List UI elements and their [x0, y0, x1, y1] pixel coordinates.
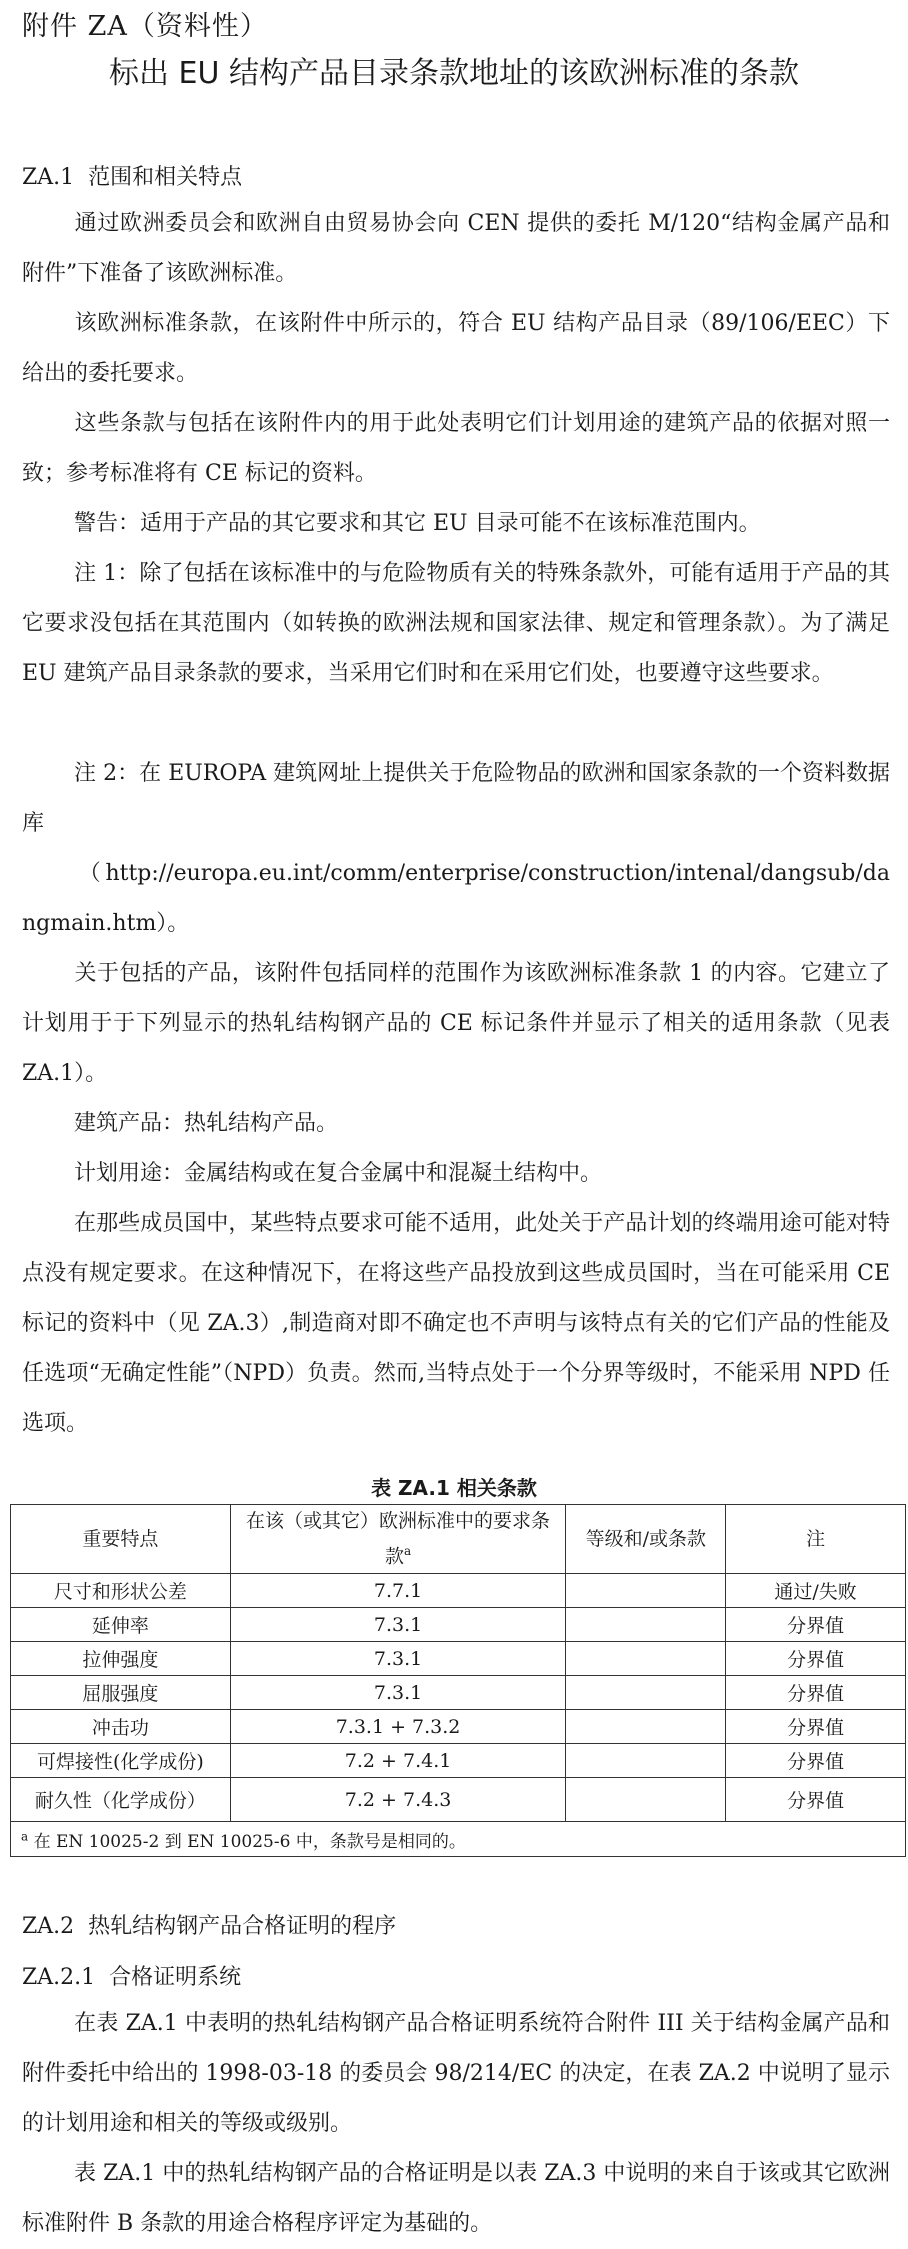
note-1: 注 1：除了包括在该标准中的与危险物质有关的特殊条款外，可能有适用于产品的其它要求没包括在其范围内（如转换的欧洲法规和国家法律、规定和管理条款）。为了满足 EU 建筑产品目录条款的要求，当采用它们时和在采用它们处，也要遵守这些要求。 [22, 561, 890, 686]
table-cell: 分界值 [726, 1778, 906, 1822]
section-title: 热轧结构钢产品合格证明的程序 [88, 1914, 397, 1939]
paragraph: 通过欧洲委员会和欧洲自由贸易协会向 CEN 提供的委托 M/120“结构金属产品和附件”下准备了该欧洲标准。 [22, 211, 890, 286]
table-cell: 7.3.1 [230, 1642, 566, 1676]
table-cell: 尺寸和形状公差 [11, 1574, 231, 1608]
table-cell: 屈服强度 [11, 1676, 231, 1710]
section-number: ZA.2 [22, 1914, 75, 1939]
table-row [11, 1778, 906, 1822]
section-heading-za21 [22, 1960, 241, 1991]
table-cell: 7.2 + 7.4.3 [230, 1778, 566, 1822]
table-cell: 分界值 [726, 1608, 906, 1642]
paragraph-product: 建筑产品：热轧结构产品。 [74, 1111, 339, 1136]
table-cell: 7.7.1 [230, 1574, 566, 1608]
table-cell: 7.2 + 7.4.1 [230, 1744, 566, 1778]
table-row [11, 1574, 906, 1608]
spec-table [10, 1504, 906, 1857]
table-caption: 表 ZA.1 相关条款 [371, 1476, 537, 1500]
table-cell: 冲击功 [11, 1710, 231, 1744]
table-cell [566, 1642, 726, 1676]
table-row [11, 1710, 906, 1744]
table-cell: 拉伸强度 [11, 1642, 231, 1676]
paragraph: 在那些成员国中，某些特点要求可能不适用，此处关于产品计划的终端用途可能对特点没有规定要求。在这种情况下，在将这些产品投放到这些成员国时，当在可能采用 CE 标记的资料中（见 ZA.3）,制造商对即不确定也不声明与该特点有关的它们产品的性能及任选项“无确定性能”（NPD）负责。然而,当特点处于一个分界等级时，不能采用 NPD 任选项。 [22, 1211, 890, 1436]
paragraph-intended-use: 计划用途：金属结构或在复合金属中和混凝土结构中。 [74, 1161, 603, 1186]
footnote-mark: a [403, 1544, 412, 1559]
table-row [11, 1676, 906, 1710]
table-cell: 分界值 [726, 1744, 906, 1778]
section-number: ZA.2.1 [22, 1965, 96, 1990]
table-cell [566, 1778, 726, 1822]
table-cell: 分界值 [726, 1676, 906, 1710]
table-row [11, 1642, 906, 1676]
table-cell: 耐久性（化学成份） [11, 1778, 231, 1822]
table-cell [566, 1710, 726, 1744]
table-footnote: $^a$ 在 EN 10025-2 到 EN 10025-6 中，条款号是相同的。 [11, 1822, 906, 1857]
table-cell [566, 1676, 726, 1710]
header-cell: 重要特点 [11, 1505, 231, 1574]
paragraph: 表 ZA.1 中的热轧结构钢产品的合格证明是以表 ZA.3 中说明的来自于该或其它欧洲标准附件 B 条款的用途合格程序评定为基础的。 [22, 2161, 890, 2236]
section-number: ZA.1 [22, 165, 75, 190]
main-title: 标出 EU 结构产品目录条款地址的该欧洲标准的条款 [109, 56, 799, 91]
table-cell: 7.3.1 [230, 1676, 566, 1710]
section-title: 范围和相关特点 [88, 165, 243, 190]
table-cell: 可焊接性(化学成份) [11, 1744, 231, 1778]
header-cell: 注 [726, 1505, 906, 1574]
table-cell: 延伸率 [11, 1608, 231, 1642]
section-heading-za1 [22, 160, 242, 191]
url-paragraph: （http://europa.eu.int/comm/enterprise/construction/intenal/dangsub/dangmain.htm）。 [22, 861, 890, 936]
section-title: 合格证明系统 [109, 1965, 242, 1990]
table-cell: 7.3.1 [230, 1608, 566, 1642]
table-cell: 分界值 [726, 1710, 906, 1744]
paragraph-warning: 警告：适用于产品的其它要求和其它 EU 目录可能不在该标准范围内。 [74, 511, 761, 536]
table-cell: 7.3.1 + 7.3.2 [230, 1710, 566, 1744]
table-cell: 分界值 [726, 1642, 906, 1676]
table-cell [566, 1744, 726, 1778]
footnote-mark: a [21, 1828, 29, 1843]
header-cell: 在该（或其它）欧洲标准中的要求条款$^a$ [230, 1505, 566, 1574]
header-cell: 等级和/或条款 [566, 1505, 726, 1574]
table-row [11, 1608, 906, 1642]
section-heading-za2 [22, 1909, 396, 1940]
note-2: 注 2：在 EUROPA 建筑网址上提供关于危险物品的欧洲和国家条款的一个资料数据库 [22, 761, 890, 836]
table-cell: 通过/失败 [726, 1574, 906, 1608]
table-row [11, 1744, 906, 1778]
annex-title: 附件 ZA（资料性） [22, 11, 268, 42]
table-cell [566, 1574, 726, 1608]
table-cell [566, 1608, 726, 1642]
paragraph: 关于包括的产品，该附件包括同样的范围作为该欧洲标准条款 1 的内容。它建立了计划用于于下列显示的热轧结构钢产品的 CE 标记条件并显示了相关的适用条款（见表 ZA.1）。 [22, 961, 890, 1086]
paragraph: 在表 ZA.1 中表明的热轧结构钢产品合格证明系统符合附件 III 关于结构金属产品和附件委托中给出的 1998-03-18 的委员会 98/214/EC 的决定，在表 ZA.2 中说明了显示的计划用途和相关的等级或级别。 [22, 2011, 890, 2136]
table-footnote-row [11, 1822, 906, 1857]
paragraph: 这些条款与包括在该附件内的用于此处表明它们计划用途的建筑产品的依据对照一致；参考标准将有 CE 标记的资料。 [22, 411, 890, 486]
table-header-row [11, 1505, 906, 1574]
paragraph: 该欧洲标准条款，在该附件中所示的，符合 EU 结构产品目录（89/106/EEC）下给出的委托要求。 [22, 311, 890, 386]
